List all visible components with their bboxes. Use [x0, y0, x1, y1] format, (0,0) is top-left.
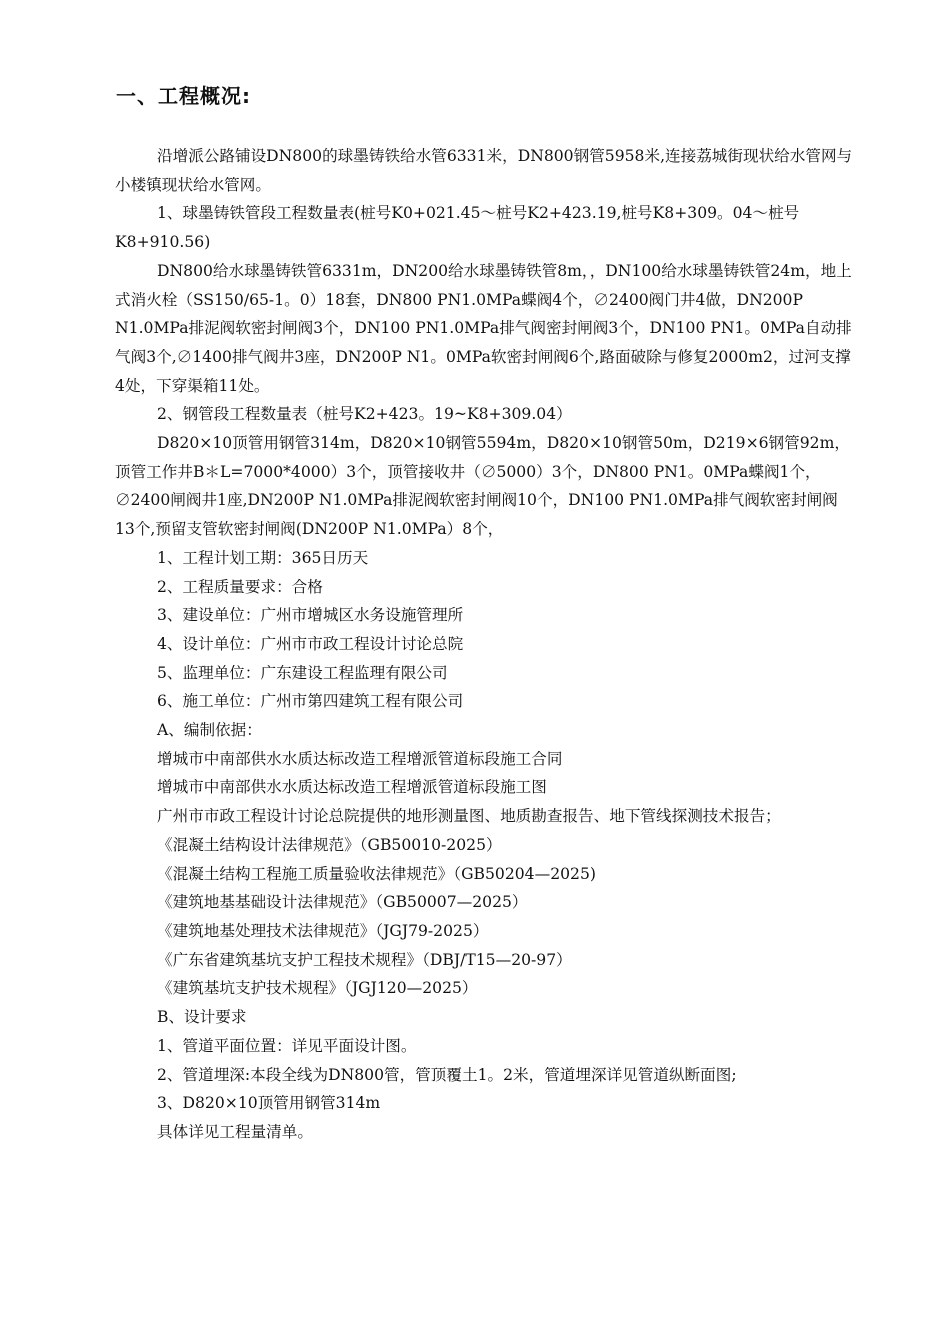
standard-reference: 《建筑基坑支护技术规程》（JGJ120—2025）: [157, 979, 478, 998]
list-item-designer: 4、设计单位：广州市市政工程设计讨论总院: [157, 634, 464, 653]
list-item-quality: 2、工程质量要求：合格: [157, 577, 323, 596]
standard-reference: 《建筑地基处理技术法律规范》（JGJ79-2025）: [157, 921, 489, 940]
basis-contract: 增城市中南部供水水质达标改造工程增派管道标段施工合同: [157, 749, 563, 768]
document-body: [115, 142, 855, 1147]
list-item-supervisor: 5、监理单位：广东建设工程监理有限公司: [157, 663, 448, 682]
paragraph-ductile-iron-quantities: DN800给水球墨铸铁管6331m，DN200给水球墨铸铁管8m，，DN100给水球墨铸铁管24m，地上式消火栓（SS150/65-1。0）18套，DN800 PN1.0MPa蝶阀4个，∅2400阀门井4做，DN200P N1.0MPa排泥阀软密封闸阀3个，DN100 PN1.0MPa排气阀密封闸阀3个，DN100 PN1。0MPa自动排气阀3个,∅1400排气阀井3座，DN200P N1。0MPa软密封闸阀6个,路面破除与修复2000m2，过河支撑4处，下穿渠箱11处。: [115, 261, 852, 395]
requirement-plan-position: 1、管道平面位置：详见平面设计图。: [157, 1036, 417, 1055]
standard-reference: 《建筑地基基础设计法律规范》（GB50007—2025）: [157, 893, 528, 912]
paragraph-steel-quantities: D820×10顶管用钢管314m，D820×10钢管5594m，D820×10钢管50m，D219×6钢管92m，顶管工作井B＊L=7000*4000）3个，顶管接收井（∅5000）3个，DN800 PN1。0MPa蝶阀1个，∅2400闸阀井1座,DN200P N1.0MPa排泥阀软密封闸阀10个，DN100 PN1.0MPa排气阀软密封闸阀13个,预留支管软密封闸阀(DN200P N1.0MPa）8个，: [115, 434, 850, 539]
closing-note: 具体详见工程量清单。: [157, 1122, 313, 1141]
list-item-contractor: 6、施工单位：广州市第四建筑工程有限公司: [157, 692, 464, 711]
list-item-schedule: 1、工程计划工期：365日历天: [157, 548, 369, 567]
subheading-basis: A、编制依据：: [157, 721, 262, 740]
requirement-burial-depth: 2、管道埋深:本段全线为DN800管，管顶覆土1。2米，管道埋深详见管道纵断面图;: [157, 1065, 737, 1084]
basis-drawings: 增城市中南部供水水质达标改造工程增派管道标段施工图: [157, 778, 547, 797]
paragraph-steel-table-title: 2、钢管段工程数量表（桩号K2+423。19~K8+309.04）: [157, 405, 572, 424]
standard-reference: 《混凝土结构工程施工质量验收法律规范》（GB50204—2025): [157, 864, 596, 883]
standard-reference: 《广东省建筑基坑支护工程技术规程》（DBJ/T15—20-97）: [157, 950, 572, 969]
section-title: 一、工程概况:: [116, 84, 251, 108]
paragraph-overview: 沿增派公路铺设DN800的球墨铸铁给水管6331米，DN800钢管5958米,连接荔城街现状给水管网与小楼镇现状给水管网。: [115, 147, 853, 194]
list-item-owner: 3、建设单位：广州市增城区水务设施管理所: [157, 606, 464, 625]
requirement-jacking-pipe: 3、D820×10顶管用钢管314m: [157, 1094, 381, 1113]
basis-survey-reports: 广州市市政工程设计讨论总院提供的地形测量图、地质勘查报告、地下管线探测技术报告；: [157, 807, 781, 826]
subheading-design-requirements: B、设计要求: [157, 1008, 247, 1027]
paragraph-ductile-iron-table-title: 1、球墨铸铁管段工程数量表(桩号K0+021.45～桩号K2+423.19,桩号K8+309。04～桩号K8+910.56): [115, 204, 800, 252]
standard-reference: 《混凝土结构设计法律规范》（GB50010-2025）: [157, 835, 502, 854]
